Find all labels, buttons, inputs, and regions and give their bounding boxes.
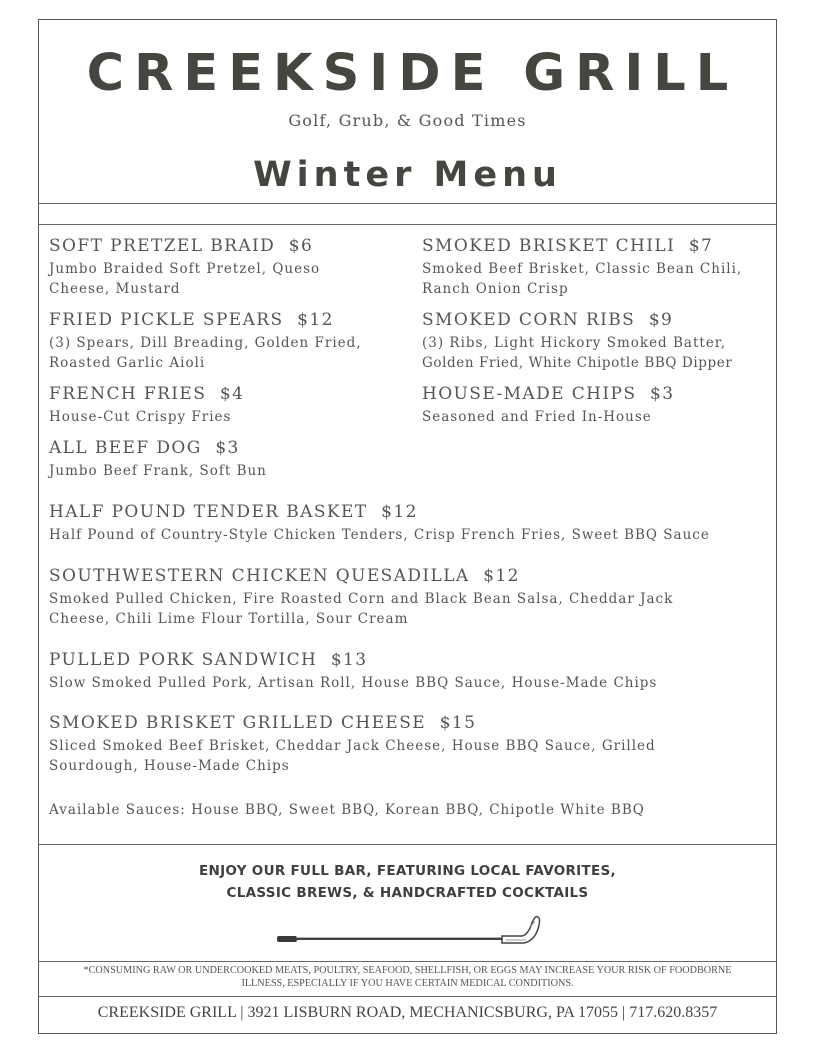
- item-name-line: [422, 383, 674, 405]
- item-description: House-Cut Crispy Fries: [49, 409, 232, 425]
- menu-item-beef-dog: [49, 437, 267, 481]
- item-description-line: Ranch Onion Crisp: [422, 281, 569, 297]
- item-price: $6: [288, 236, 314, 256]
- item-name: SMOKED BRISKET CHILI: [422, 236, 676, 256]
- header-divider-bottom: [38, 224, 777, 225]
- disclaimer-divider-bottom: [38, 996, 777, 997]
- header-divider-top: [38, 203, 777, 204]
- item-description-line: Cheese, Mustard: [49, 281, 181, 297]
- disclaimer-line: ILLNESS, ESPECIALLY IF YOU HAVE CERTAIN MEDICAL CONDITIONS.: [241, 978, 574, 989]
- item-price: $4: [219, 384, 245, 404]
- available-sauces: Available Sauces: House BBQ, Sweet BBQ, Korean BBQ, Chipotle White BBQ: [49, 802, 645, 818]
- item-price: $13: [330, 650, 368, 670]
- item-description-line: Sliced Smoked Beef Brisket, Cheddar Jack Cheese, House BBQ Sauce, Grilled: [49, 738, 656, 754]
- menu-item-corn-ribs: [422, 309, 732, 373]
- menu-item-quesadilla: [49, 565, 673, 629]
- menu-title: Winter Menu: [253, 155, 562, 195]
- item-name-line: [422, 309, 732, 331]
- item-name-line: [49, 501, 710, 523]
- menu-item-brisket-chili: [422, 235, 742, 299]
- item-name: FRENCH FRIES: [49, 384, 207, 404]
- item-description: [422, 333, 732, 373]
- footer-address: CREEKSIDE GRILL | 3921 LISBURN ROAD, MECHANICSBURG, PA 17055 | 717.620.8357: [97, 1004, 718, 1021]
- disclaimer-line: *CONSUMING RAW OR UNDERCOOKED MEATS, POULTRY, SEAFOOD, SHELLFISH, OR EGGS MAY INCREASE YOUR RISK OF FOODBORNE: [83, 965, 732, 976]
- tagline: Golf, Grub, & Good Times: [288, 111, 527, 130]
- item-name-line: [49, 712, 656, 734]
- item-price: $15: [439, 713, 477, 733]
- item-name-line: [49, 383, 244, 405]
- item-description-line: Sourdough, House-Made Chips: [49, 758, 290, 774]
- disclaimer-divider-top: [38, 961, 777, 962]
- item-name: FRIED PICKLE SPEARS: [49, 310, 284, 330]
- item-name-line: [422, 235, 742, 257]
- menu-item-pickle-spears: [49, 309, 362, 373]
- bar-promo-line: ENJOY OUR FULL BAR, FEATURING LOCAL FAVORITES,: [198, 863, 616, 879]
- item-price: $12: [297, 310, 334, 330]
- item-price: $12: [381, 502, 418, 522]
- bar-divider: [38, 844, 777, 845]
- item-description-line: (3) Spears, Dill Breading, Golden Fried,: [49, 335, 362, 351]
- menu-item-pulled-pork: [49, 649, 657, 693]
- item-price: $7: [688, 236, 714, 256]
- item-name: SMOKED BRISKET GRILLED CHEESE: [49, 713, 427, 733]
- item-description: Seasoned and Fried In-House: [422, 409, 652, 425]
- restaurant-title: CREEKSIDE GRILL: [86, 44, 739, 103]
- item-name-line: [49, 437, 267, 459]
- item-description: Slow Smoked Pulled Pork, Artisan Roll, House BBQ Sauce, House-Made Chips: [49, 675, 658, 691]
- item-description-line: Jumbo Braided Soft Pretzel, Queso: [49, 261, 321, 277]
- item-name: SOUTHWESTERN CHICKEN QUESADILLA: [49, 566, 470, 586]
- item-description: Jumbo Beef Frank, Soft Bun: [49, 463, 267, 479]
- item-name-line: [49, 309, 362, 331]
- item-price: $9: [648, 310, 674, 330]
- item-description: Half Pound of Country-Style Chicken Tenders, Crisp French Fries, Sweet BBQ Sauce: [49, 527, 710, 543]
- item-name: ALL BEEF DOG: [49, 438, 202, 458]
- item-description: [422, 259, 742, 299]
- item-name-line: [49, 565, 673, 587]
- item-price: $3: [649, 384, 675, 404]
- item-description-line: Cheese, Chili Lime Flour Tortilla, Sour Cream: [49, 611, 409, 627]
- item-description: [49, 333, 362, 373]
- golf-club-icon: [276, 913, 542, 947]
- bar-promo: [38, 860, 777, 904]
- item-name: PULLED PORK SANDWICH: [49, 650, 318, 670]
- item-description-line: (3) Ribs, Light Hickory Smoked Batter,: [422, 335, 727, 351]
- menu-item-french-fries: [49, 383, 244, 427]
- item-name: HALF POUND TENDER BASKET: [49, 502, 368, 522]
- food-safety-disclaimer: [45, 964, 770, 990]
- item-description-line: Golden Fried, White Chipotle BBQ Dipper: [422, 355, 733, 371]
- item-description-line: Roasted Garlic Aioli: [49, 355, 206, 371]
- item-name-line: [49, 235, 320, 257]
- item-description: [49, 736, 656, 776]
- item-price: $3: [215, 438, 240, 458]
- item-description: [49, 589, 673, 629]
- item-description: [49, 259, 320, 299]
- item-name-line: [49, 649, 657, 671]
- item-description-line: Smoked Pulled Chicken, Fire Roasted Corn and Black Bean Salsa, Cheddar Jack: [49, 591, 674, 607]
- menu-item-grilled-cheese: [49, 712, 656, 776]
- menu-item-soft-pretzel: [49, 235, 320, 299]
- item-description-line: Smoked Beef Brisket, Classic Bean Chili,: [422, 261, 743, 277]
- bar-promo-line: CLASSIC BREWS, & HANDCRAFTED COCKTAILS: [226, 885, 589, 901]
- item-name: HOUSE-MADE CHIPS: [422, 384, 637, 404]
- menu-item-tender-basket: [49, 501, 710, 545]
- item-name: SOFT PRETZEL BRAID: [49, 236, 276, 256]
- menu-item-chips: [422, 383, 674, 427]
- item-name: SMOKED CORN RIBS: [422, 310, 636, 330]
- item-price: $12: [483, 566, 520, 586]
